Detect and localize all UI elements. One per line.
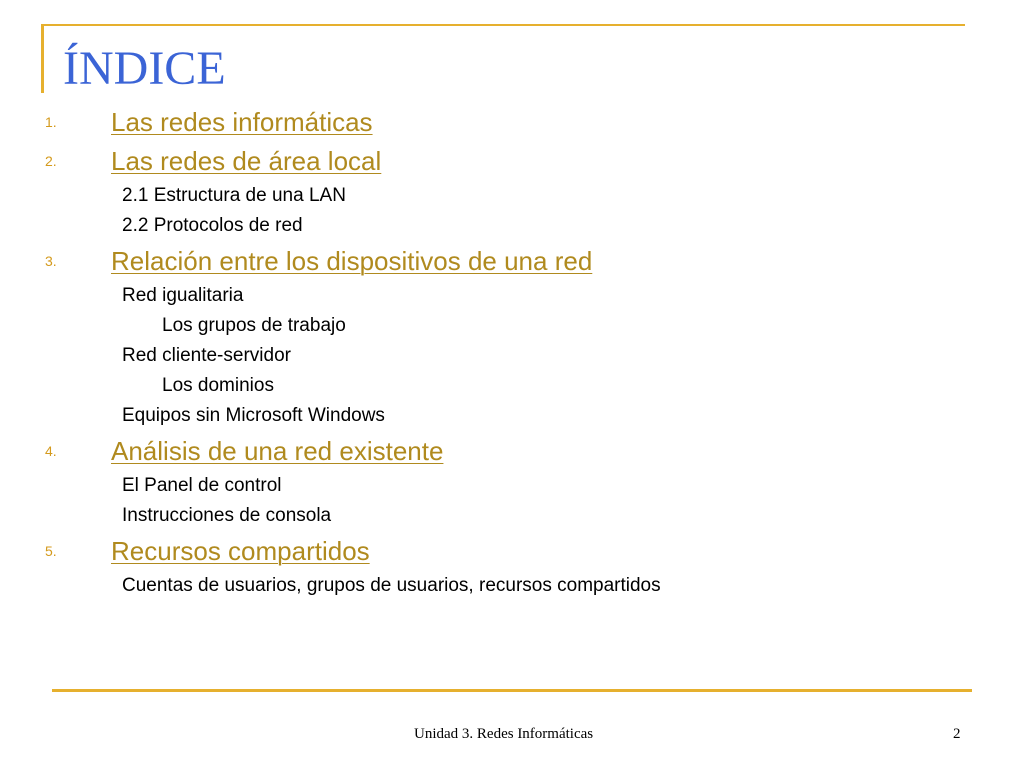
toc-item-number: 1.	[45, 114, 57, 130]
toc-subitem-label: Red igualitaria	[122, 285, 244, 306]
toc-subitem-label: Red cliente-servidor	[122, 345, 291, 366]
toc-link-recursos-compartidos[interactable]: Recursos compartidos	[111, 536, 370, 566]
page-number: 2	[953, 726, 961, 742]
toc-subitem-label: 2.2 Protocolos de red	[122, 215, 303, 236]
footer-text: Unidad 3. Redes Informáticas	[414, 726, 594, 742]
toc-subitem-label: Instrucciones de consola	[122, 505, 332, 526]
toc-subsubitem-label: Los dominios	[162, 375, 274, 396]
toc-subitem-label: Equipos sin Microsoft Windows	[122, 405, 385, 426]
footer-divider-line	[52, 689, 972, 692]
toc-subitem-label: El Panel de control	[122, 475, 282, 496]
toc-link-redes-informaticas[interactable]: Las redes informáticas	[111, 107, 373, 137]
toc-item-number: 5.	[45, 543, 57, 559]
toc-link-analisis-red[interactable]: Análisis de una red existente	[111, 436, 444, 466]
toc-link-redes-area-local[interactable]: Las redes de área local	[111, 146, 382, 176]
toc-subitem-label: 2.1 Estructura de una LAN	[122, 185, 346, 206]
slide-title: ÍNDICE	[63, 42, 226, 95]
toc-link-relacion-dispositivos[interactable]: Relación entre los dispositivos de una red	[111, 246, 593, 276]
toc-item-number: 4.	[45, 443, 57, 459]
toc-subsubitem-label: Los grupos de trabajo	[162, 315, 346, 336]
toc-item-number: 2.	[45, 153, 57, 169]
toc-subitem-label: Cuentas de usuarios, grupos de usuarios, recursos compartidos	[122, 575, 661, 596]
toc-item-number: 3.	[45, 253, 57, 269]
